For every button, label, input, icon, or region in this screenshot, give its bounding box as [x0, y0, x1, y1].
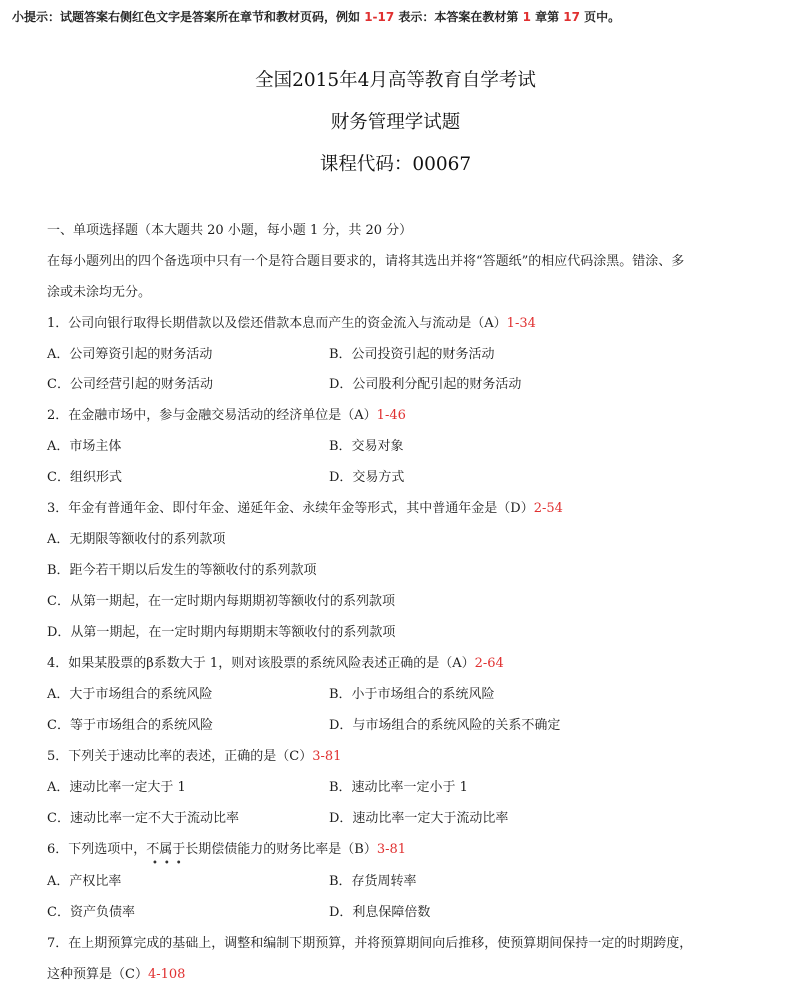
q2-option-c: C．组织形式: [47, 470, 122, 485]
emphasis-dots: •••: [152, 858, 188, 869]
instruction-line-1: 在每小题列出的四个备选项中只有一个是符合题目要求的，请将其选出并将“答题纸”的相应代码涂黑。错涂、多: [47, 254, 685, 269]
question-ref: 3-81: [312, 749, 342, 764]
q1-option-d: D．公司股利分配引起的财务活动: [329, 377, 522, 392]
q5-option-c: C．速动比率一定不大于流动比率: [47, 811, 239, 826]
q4-option-a: A．大于市场组合的系统风险: [47, 687, 213, 702]
q5-option-d: D．速动比率一定大于流动比率: [329, 811, 509, 826]
question-stem-text: 4．如果某股票的β系数大于 1，则对该股票的系统风险表述正确的是（A）: [47, 656, 475, 671]
q6-option-c: C．资产负债率: [47, 905, 135, 920]
question-5-stem: [47, 749, 341, 765]
q2-option-b: B．交易对象: [329, 439, 404, 454]
hint-suffix: 页中。: [580, 10, 621, 24]
question-2-stem: [47, 408, 406, 424]
q4-option-d: D．与市场组合的系统风险的关系不确定: [329, 718, 561, 733]
course-code: 课程代码：00067: [319, 154, 472, 175]
question-stem-text: 1．公司向银行取得长期借款以及偿还借款本息而产生的资金流入与流动是（A）: [47, 316, 507, 331]
exam-subject: 财务管理学试题: [330, 112, 461, 133]
q1-option-a: A．公司筹资引起的财务活动: [47, 347, 213, 362]
question-4-stem: [47, 656, 504, 672]
hint-mid2: 章第: [530, 10, 564, 24]
q3-option-b: B．距今若干期以后发生的等额收付的系列款项: [47, 563, 317, 578]
question-stem-text: 5．下列关于速动比率的表述，正确的是（C）: [47, 749, 313, 764]
q4-option-b: B．小于市场组合的系统风险: [329, 687, 495, 702]
exam-title: 全国2015年4月高等教育自学考试: [255, 70, 536, 91]
q6-option-b: B．存货周转率: [329, 874, 417, 889]
q1-option-b: B．公司投资引起的财务活动: [329, 347, 495, 362]
question-1-stem: [47, 316, 536, 332]
q2-option-a: A．市场主体: [47, 439, 122, 454]
question-ref: 2-64: [474, 656, 504, 671]
question-3-stem: [47, 501, 563, 517]
q3-option-a: A．无期限等额收付的系列款项: [47, 532, 226, 547]
question-ref: 1-46: [376, 408, 406, 423]
hint-mid: 表示：本答案在教材第: [394, 10, 523, 24]
q3-option-c: C．从第一期起，在一定时期内每期期初等额收付的系列款项: [47, 594, 395, 609]
question-stem-text: 3．年金有普通年金、即付年金、递延年金、永续年金等形式，其中普通年金是（D）: [47, 501, 534, 516]
question-ref: 1-34: [506, 316, 536, 331]
question-ref: 3-81: [376, 842, 407, 857]
question-ref: 2-54: [533, 501, 563, 516]
hint-chapter: 1: [522, 10, 531, 24]
q6-option-a: A．产权比率: [47, 874, 122, 889]
q3-option-d: D．从第一期起，在一定时期内每期期末等额收付的系列款项: [47, 625, 396, 640]
q4-option-c: C．等于市场组合的系统风险: [47, 718, 213, 733]
question-7-stem: 7．在上期预算完成的基础上，调整和编制下期预算，并将预算期间向后推移，使预算期间保持一定的时期跨度，: [47, 936, 693, 951]
q2-option-d: D．交易方式: [329, 470, 405, 485]
question-stem-text: 这种预算是（C）: [47, 967, 148, 982]
hint-page: 17: [563, 10, 580, 24]
q5-option-b: B．速动比率一定小于 1: [329, 780, 468, 795]
question-7-stem-cont: [47, 967, 185, 983]
q6-option-d: D．利息保障倍数: [329, 905, 431, 920]
instruction-line-2: 涂或未涂均无分。: [47, 285, 152, 300]
question-stem-text: 6．下列选项中，不属于长期偿债能力的财务比率是（B）: [47, 842, 377, 857]
question-stem-text: 2．在金融市场中，参与金融交易活动的经济单位是（A）: [47, 408, 377, 423]
q1-option-c: C．公司经营引起的财务活动: [47, 377, 213, 392]
question-6-stem: [47, 842, 406, 858]
hint-example-ref: 1-17: [364, 10, 395, 24]
q5-option-a: A．速动比率一定大于 1: [47, 780, 186, 795]
section-heading: 一、单项选择题（本大题共 20 小题，每小题 1 分，共 20 分）: [47, 223, 413, 238]
hint-banner: [12, 8, 782, 25]
hint-prefix: 小提示：试题答案右侧红色文字是答案所在章节和教材页码，例如: [12, 10, 365, 24]
question-ref: 4-108: [147, 967, 186, 982]
